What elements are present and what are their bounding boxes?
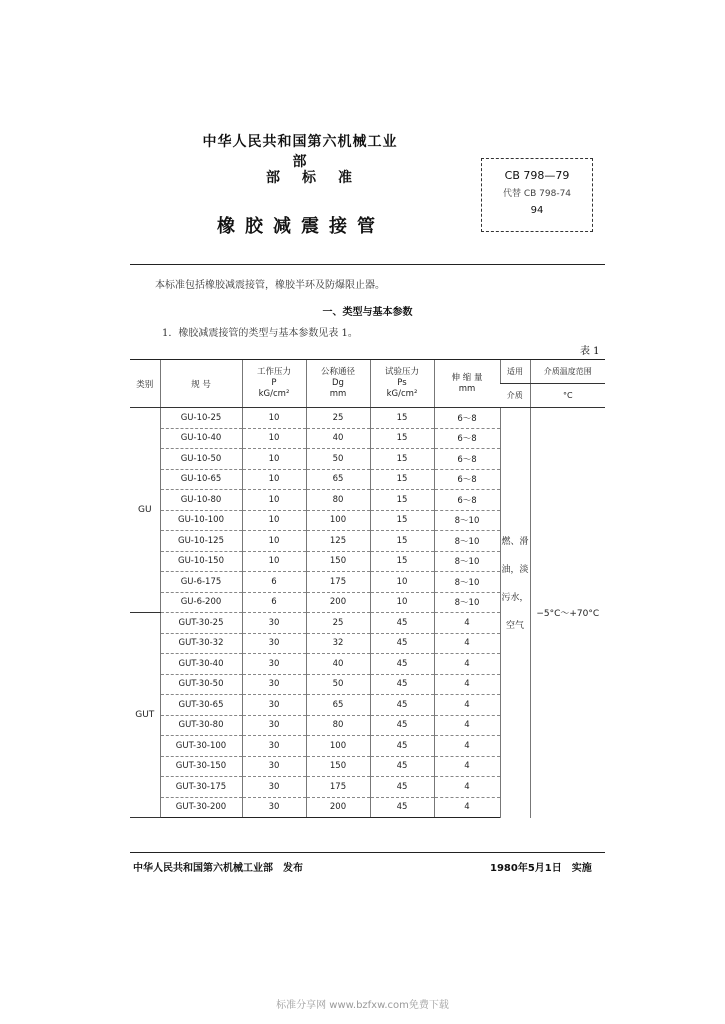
cell-model: GU-10-65 bbox=[160, 469, 242, 490]
cell-p: 10 bbox=[242, 510, 306, 531]
cell-ps: 10 bbox=[370, 572, 434, 593]
cell-stretch: 4 bbox=[434, 736, 500, 757]
footer-date: 1980年5月1日 实施 bbox=[490, 863, 592, 874]
cell-dg: 175 bbox=[306, 777, 370, 798]
cell-stretch: 4 bbox=[434, 715, 500, 736]
cell-dg: 50 bbox=[306, 674, 370, 695]
item-1-text: 1．橡胶减震接管的类型与基本参数见表 1。 bbox=[162, 328, 358, 339]
cell-stretch: 4 bbox=[434, 613, 500, 634]
cell-ps: 45 bbox=[370, 797, 434, 818]
cell-p: 30 bbox=[242, 654, 306, 675]
cell-ps: 15 bbox=[370, 531, 434, 552]
cell-model: GU-6-175 bbox=[160, 572, 242, 593]
cell-p: 10 bbox=[242, 469, 306, 490]
cell-model: GU-10-25 bbox=[160, 408, 242, 429]
cell-model: GUT-30-150 bbox=[160, 756, 242, 777]
cell-dg: 200 bbox=[306, 592, 370, 613]
top-rule bbox=[130, 264, 605, 265]
header-diameter bbox=[306, 360, 370, 408]
header-test-name: 试验压力 bbox=[384, 367, 419, 377]
cell-dg: 65 bbox=[306, 469, 370, 490]
cell-dg: 50 bbox=[306, 449, 370, 470]
group-label: GU bbox=[130, 408, 160, 613]
cell-ps: 10 bbox=[370, 592, 434, 613]
header-medium-bottom: 介质 bbox=[500, 384, 530, 408]
cell-p: 30 bbox=[242, 695, 306, 716]
cell-stretch: 8～10 bbox=[434, 572, 500, 593]
cell-ps: 15 bbox=[370, 490, 434, 511]
cell-stretch: 4 bbox=[434, 797, 500, 818]
header-medium-top: 适用 bbox=[500, 360, 530, 384]
section-title: 一、类型与基本参数 bbox=[322, 307, 413, 318]
medium-line: 油，淡 bbox=[501, 565, 529, 575]
cell-model: GU-6-200 bbox=[160, 592, 242, 613]
footer-publisher: 中华人民共和国第六机械工业部 发布 bbox=[133, 863, 303, 874]
header-stretch-name: 伸 缩 量 bbox=[451, 372, 483, 383]
cell-ps: 15 bbox=[370, 469, 434, 490]
cell-model: GUT-30-175 bbox=[160, 777, 242, 798]
cell-model: GUT-30-65 bbox=[160, 695, 242, 716]
cell-p: 30 bbox=[242, 756, 306, 777]
cell-model: GUT-30-80 bbox=[160, 715, 242, 736]
cell-stretch: 6～8 bbox=[434, 490, 500, 511]
cell-p: 30 bbox=[242, 613, 306, 634]
cell-ps: 15 bbox=[370, 428, 434, 449]
cell-p: 10 bbox=[242, 490, 306, 511]
cell-dg: 100 bbox=[306, 736, 370, 757]
cell-stretch: 8～10 bbox=[434, 531, 500, 552]
cell-dg: 32 bbox=[306, 633, 370, 654]
header-diameter-name: 公称通径 bbox=[320, 367, 355, 377]
watermark: 标准分享网 www.bzfxw.com免费下载 bbox=[276, 1000, 449, 1011]
cell-p: 10 bbox=[242, 449, 306, 470]
header-pressure-name: 工作压力 bbox=[256, 367, 291, 377]
cell-dg: 80 bbox=[306, 490, 370, 511]
cell-p: 30 bbox=[242, 736, 306, 757]
cell-dg: 175 bbox=[306, 572, 370, 593]
cell-stretch: 4 bbox=[434, 654, 500, 675]
header-stretch bbox=[434, 360, 500, 408]
cell-ps: 45 bbox=[370, 654, 434, 675]
cell-p: 30 bbox=[242, 674, 306, 695]
cell-stretch: 4 bbox=[434, 777, 500, 798]
cell-p: 6 bbox=[242, 572, 306, 593]
cell-model: GUT-30-200 bbox=[160, 797, 242, 818]
cell-dg: 25 bbox=[306, 408, 370, 429]
cell-ps: 45 bbox=[370, 777, 434, 798]
cell-model: GUT-30-25 bbox=[160, 613, 242, 634]
medium-cell bbox=[500, 408, 530, 818]
cell-model: GU-10-100 bbox=[160, 510, 242, 531]
cell-ps: 15 bbox=[370, 408, 434, 429]
cell-model: GUT-30-50 bbox=[160, 674, 242, 695]
cell-model: GUT-30-100 bbox=[160, 736, 242, 757]
cell-dg: 40 bbox=[306, 428, 370, 449]
header-diameter-unit: mm bbox=[329, 389, 347, 399]
table-row bbox=[130, 408, 605, 429]
bottom-rule bbox=[130, 852, 605, 853]
cell-dg: 80 bbox=[306, 715, 370, 736]
cell-ps: 45 bbox=[370, 715, 434, 736]
cell-ps: 15 bbox=[370, 510, 434, 531]
cell-ps: 45 bbox=[370, 633, 434, 654]
cell-stretch: 6～8 bbox=[434, 469, 500, 490]
header-test-unit: kG/cm² bbox=[386, 389, 418, 399]
header-temp-top: 介质温度范围 bbox=[530, 360, 605, 384]
cell-dg: 25 bbox=[306, 613, 370, 634]
header-model: 规 号 bbox=[160, 360, 242, 408]
intro-text: 本标准包括橡胶减震接管，橡胶半环及防爆限止器。 bbox=[155, 280, 385, 291]
cell-ps: 45 bbox=[370, 756, 434, 777]
cell-model: GUT-30-40 bbox=[160, 654, 242, 675]
cell-p: 10 bbox=[242, 551, 306, 572]
cell-p: 10 bbox=[242, 531, 306, 552]
cell-p: 30 bbox=[242, 777, 306, 798]
cell-stretch: 4 bbox=[434, 756, 500, 777]
medium-line: 污水， bbox=[501, 593, 529, 603]
cell-ps: 45 bbox=[370, 736, 434, 757]
cell-p: 10 bbox=[242, 408, 306, 429]
cell-model: GU-10-150 bbox=[160, 551, 242, 572]
cell-p: 10 bbox=[242, 428, 306, 449]
cell-ps: 15 bbox=[370, 449, 434, 470]
standard-code: CB 798—79 bbox=[504, 169, 570, 182]
cell-dg: 150 bbox=[306, 756, 370, 777]
cell-model: GU-10-50 bbox=[160, 449, 242, 470]
header-diameter-symbol: Dg bbox=[332, 378, 344, 388]
cell-stretch: 4 bbox=[434, 674, 500, 695]
cell-model: GU-10-40 bbox=[160, 428, 242, 449]
cell-stretch: 8～10 bbox=[434, 510, 500, 531]
cell-stretch: 4 bbox=[434, 633, 500, 654]
cell-stretch: 6～8 bbox=[434, 428, 500, 449]
cell-dg: 40 bbox=[306, 654, 370, 675]
parameter-table bbox=[130, 359, 605, 818]
standard-type: 部标准 bbox=[266, 170, 374, 186]
cell-ps: 45 bbox=[370, 674, 434, 695]
header-test-symbol: Ps bbox=[397, 378, 407, 388]
cell-ps: 45 bbox=[370, 695, 434, 716]
cell-stretch: 6～8 bbox=[434, 408, 500, 429]
replaces-code: 代替 CB 798-74 bbox=[502, 189, 572, 199]
table-body bbox=[130, 408, 605, 818]
cell-p: 6 bbox=[242, 592, 306, 613]
ministry-name: 中华人民共和国第六机械工业部 bbox=[202, 134, 398, 170]
cell-dg: 100 bbox=[306, 510, 370, 531]
header-category: 类别 bbox=[130, 360, 160, 408]
cell-model: GU-10-125 bbox=[160, 531, 242, 552]
cell-dg: 200 bbox=[306, 797, 370, 818]
cell-p: 30 bbox=[242, 633, 306, 654]
cell-stretch: 8～10 bbox=[434, 551, 500, 572]
cell-ps: 45 bbox=[370, 613, 434, 634]
header-stretch-unit: mm bbox=[458, 383, 476, 394]
cell-dg: 65 bbox=[306, 695, 370, 716]
cell-p: 30 bbox=[242, 797, 306, 818]
cell-stretch: 8～10 bbox=[434, 592, 500, 613]
header-pressure bbox=[242, 360, 306, 408]
header-temp-bottom: °C bbox=[530, 384, 605, 408]
cell-p: 30 bbox=[242, 715, 306, 736]
cell-dg: 125 bbox=[306, 531, 370, 552]
header-pressure-symbol: P bbox=[271, 378, 277, 388]
cell-model: GU-10-80 bbox=[160, 490, 242, 511]
group-label: GUT bbox=[130, 613, 160, 818]
cell-stretch: 4 bbox=[434, 695, 500, 716]
temperature-cell: −5°C～+70°C bbox=[530, 408, 605, 818]
document-title: 橡胶减震接管 bbox=[217, 216, 385, 237]
cell-ps: 15 bbox=[370, 551, 434, 572]
standard-number: 94 bbox=[530, 205, 544, 216]
cell-model: GUT-30-32 bbox=[160, 633, 242, 654]
header-pressure-unit: kG/cm² bbox=[258, 389, 290, 399]
cell-dg: 150 bbox=[306, 551, 370, 572]
medium-line: 燃、滑 bbox=[501, 537, 529, 547]
table-label: 表 1 bbox=[580, 346, 600, 357]
header-test-pressure bbox=[370, 360, 434, 408]
cell-stretch: 6～8 bbox=[434, 449, 500, 470]
standard-code-box bbox=[481, 158, 593, 232]
medium-line: 空气 bbox=[505, 621, 524, 631]
